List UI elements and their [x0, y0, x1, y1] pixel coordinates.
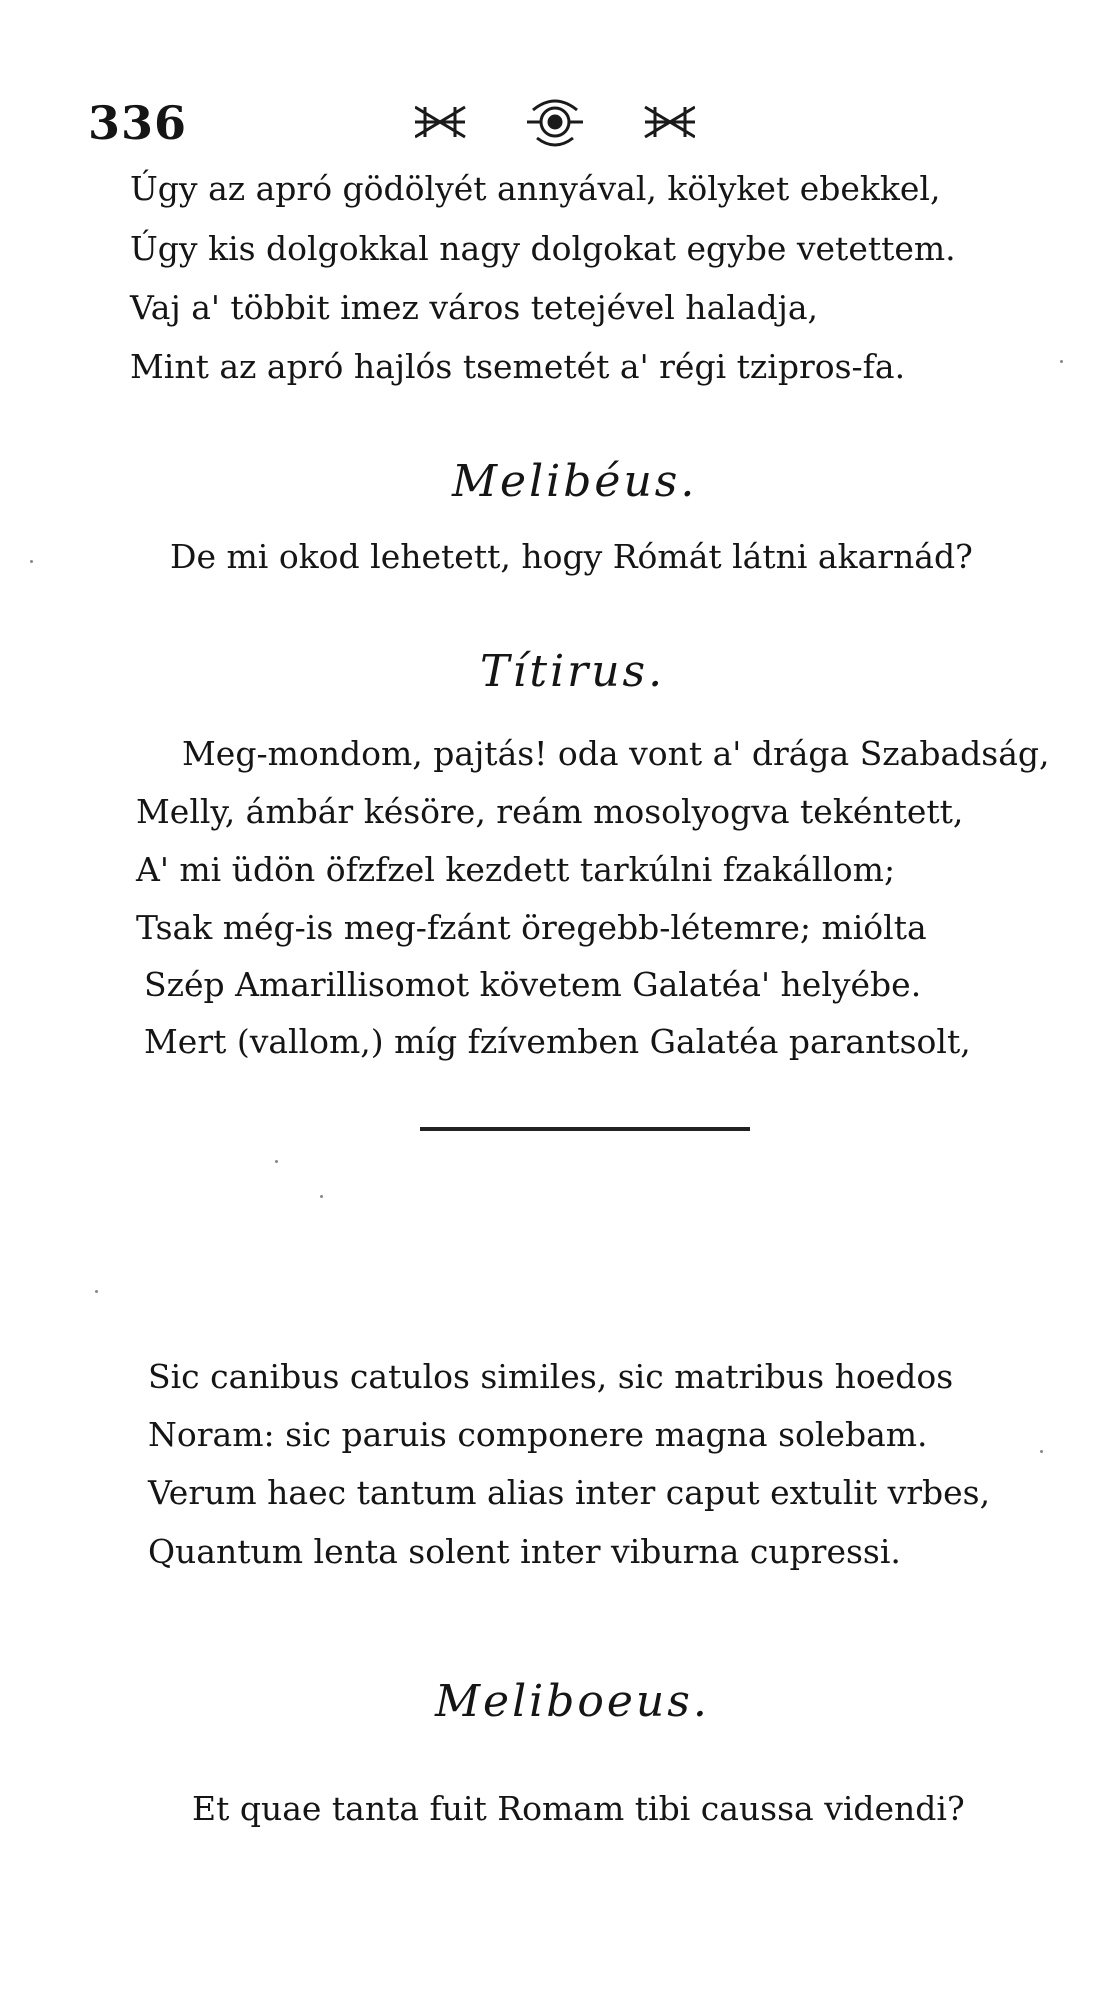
hungarian-verse-line: A' mi üdön öfzfzel kezdett tarkúlni fzakállom;: [136, 850, 896, 889]
latin-verse-line: Sic canibus catulos similes, sic matribus hoedos: [148, 1357, 954, 1396]
ornament-icon: [415, 92, 695, 152]
paper-speck: [1060, 360, 1063, 363]
hungarian-verse-line: Szép Amarillisomot követem Galatéa' helyébe.: [144, 965, 922, 1004]
speaker-name-titirus: Títirus.: [480, 646, 666, 697]
hungarian-verse-line: Úgy az apró gödölyét annyával, kölyket ebekkel,: [130, 169, 941, 208]
paper-speck: [1040, 1450, 1043, 1453]
hungarian-verse-line: Melly, ámbár késöre, reám mosolyogva tekéntett,: [136, 792, 964, 831]
latin-verse-line: Noram: sic paruis componere magna solebam.: [148, 1415, 928, 1454]
hungarian-verse-line: Mert (vallom,) míg fzívemben Galatéa parantsolt,: [144, 1022, 971, 1061]
paper-speck: [275, 1160, 278, 1163]
speaker-name-meliboeus: Meliboeus.: [435, 1676, 710, 1727]
hungarian-verse-line: De mi okod lehetett, hogy Rómát látni akarnád?: [170, 537, 973, 576]
latin-verse-line: Et quae tanta fuit Romam tibi caussa videndi?: [192, 1789, 965, 1828]
hungarian-verse-line: Úgy kis dolgokkal nagy dolgokat egybe vetettem.: [130, 229, 956, 268]
page-number: 336: [88, 96, 188, 150]
paper-speck: [320, 1195, 323, 1198]
hungarian-verse-line: Vaj a' többit imez város tetejével haladja,: [130, 288, 818, 327]
section-divider: [420, 1127, 750, 1131]
speaker-name-melibeus: Melibéus.: [452, 456, 698, 507]
hungarian-verse-line: Tsak még-is meg-fzánt öregebb-létemre; miólta: [136, 908, 927, 947]
paper-speck: [30, 560, 33, 563]
paper-speck: [95, 1290, 98, 1293]
latin-verse-line: Quantum lenta solent inter viburna cupressi.: [148, 1532, 901, 1571]
latin-verse-line: Verum haec tantum alias inter caput extulit vrbes,: [148, 1473, 991, 1512]
hungarian-verse-line: Mint az apró hajlós tsemetét a' régi tzipros-fa.: [130, 347, 906, 386]
hungarian-verse-line: Meg-mondom, pajtás! oda vont a' drága Szabadság,: [182, 734, 1050, 773]
